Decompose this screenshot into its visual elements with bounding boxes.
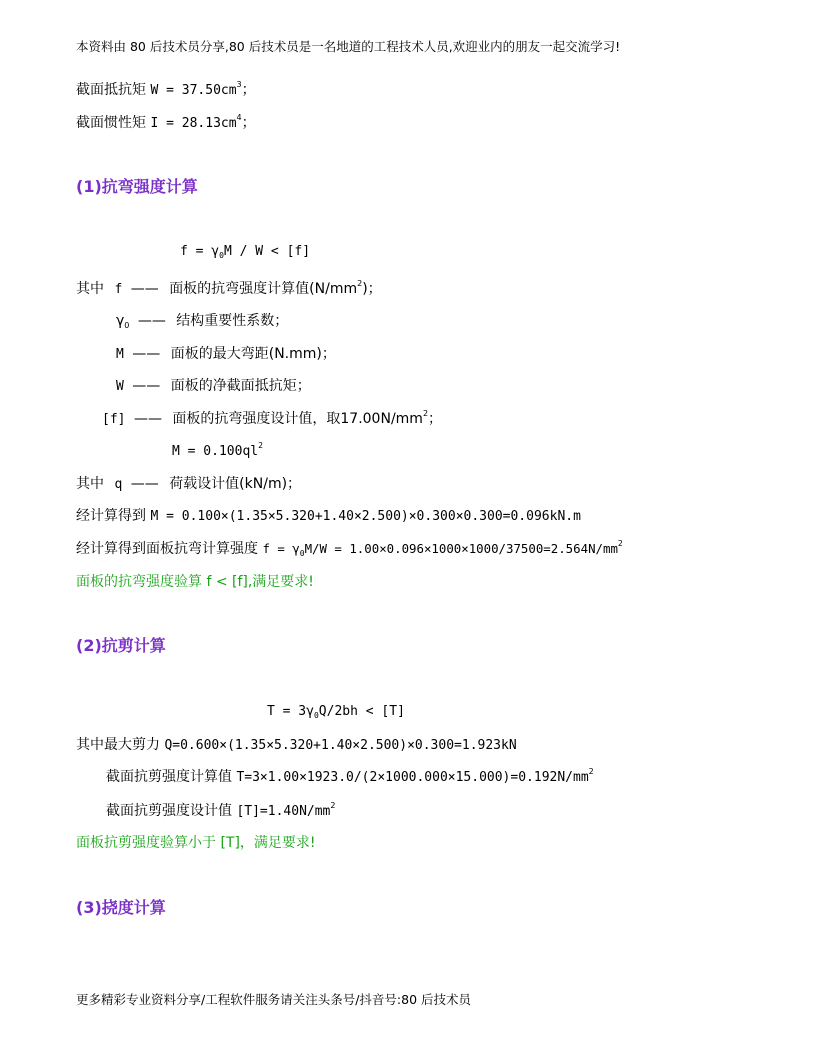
calc-bending-stress: [76, 540, 623, 558]
shear-force-line: [76, 736, 517, 755]
dash: ——: [130, 281, 159, 297]
moment-formula: [172, 443, 263, 461]
definition: 面板的抗弯强度计算值(N/mm: [169, 281, 358, 297]
footer-text: 更多精彩专业资料分享/工程软件服务请关注头条号/抖音号:80 后技术员: [76, 992, 472, 1007]
formula-part: M = 0.100ql: [172, 444, 259, 459]
punct: ；: [241, 82, 256, 98]
punct: ；: [241, 115, 256, 131]
definition: 结构重要性系数；: [176, 313, 289, 329]
definition: 面板的净截面抵抗矩；: [170, 378, 311, 394]
header-text: 本资料由 80 后技术员分享,80 后技术员是一名地道的工程技术人员,欢迎业内的朋友一起交流学习!: [76, 39, 621, 54]
calc-moment: [76, 507, 581, 526]
dash: ——: [133, 411, 162, 427]
def-m: [116, 345, 336, 364]
calc-expression: M = 0.100×(1.35×5.320+1.40×2.500)×0.300×0.300=0.096kN.m: [150, 509, 581, 524]
formula-part: f = γ: [180, 244, 220, 259]
calc-expression: [T]=1.40N/mm: [236, 804, 331, 819]
superscript: 2: [422, 409, 429, 418]
where-label: 其中: [76, 476, 104, 492]
bending-formula: [180, 243, 310, 261]
shear-design-line: [106, 802, 335, 821]
dash: ——: [132, 346, 161, 362]
calc-label: 经计算得到: [76, 508, 146, 524]
def-q: [76, 475, 301, 494]
symbol: f: [114, 282, 123, 297]
definition: 面板的抗弯强度设计值，取17.00N/mm: [172, 411, 423, 427]
moment-of-inertia-line: [76, 114, 256, 133]
symbol: M: [116, 347, 124, 362]
symbol: [f]: [102, 412, 126, 427]
calc-label: 经计算得到面板抗弯计算强度: [76, 541, 258, 557]
punct: ；: [428, 411, 443, 427]
def-f: [76, 280, 382, 299]
superscript: 2: [258, 441, 263, 450]
subscript: 0: [219, 251, 224, 260]
bending-heading: (1)抗弯强度计算: [76, 177, 198, 196]
shear-formula: [267, 703, 405, 721]
symbol: γ: [116, 313, 125, 329]
superscript: 2: [588, 767, 594, 776]
formula-part: T = 3γ: [267, 704, 314, 719]
dash: ——: [130, 476, 159, 492]
formula-part: f = γ: [262, 541, 300, 556]
calc-label: 截面抗剪强度计算值: [106, 769, 232, 785]
superscript: 2: [357, 279, 363, 288]
dash: ——: [132, 378, 161, 394]
section-modulus-label: 截面抵抗矩: [76, 82, 146, 98]
punct: )；: [362, 281, 382, 297]
superscript: 2: [617, 539, 623, 548]
moment-of-inertia-value: I = 28.13cm: [150, 116, 237, 131]
calc-expression: Q=0.600×(1.35×5.320+1.40×2.500)×0.300=1.923kN: [164, 738, 517, 753]
deflection-heading: (3)挠度计算: [76, 898, 166, 917]
def-gamma: [116, 312, 288, 330]
subscript: 0: [313, 711, 319, 720]
section-modulus-line: [76, 81, 256, 100]
bending-result: 面板的抗弯强度验算 f < [f],满足要求!: [76, 574, 314, 590]
superscript: 2: [330, 801, 336, 810]
calc-label: 截面抗剪强度设计值: [106, 803, 232, 819]
shear-heading: (2)抗剪计算: [76, 636, 166, 655]
moment-of-inertia-label: 截面惯性矩: [76, 115, 146, 131]
calc-label: 其中最大剪力: [76, 737, 160, 753]
superscript: 4: [236, 113, 242, 122]
where-label: 其中: [76, 281, 104, 297]
definition: 面板的最大弯距(N.mm)；: [170, 346, 336, 362]
formula-part: M/W = 1.00×0.096×1000×1000/37500=2.564N/mm: [304, 541, 618, 556]
dash: ——: [137, 313, 166, 329]
superscript: 3: [236, 80, 242, 89]
subscript: 0: [124, 321, 130, 330]
section-modulus-value: W = 37.50cm: [150, 83, 237, 98]
shear-stress-line: [106, 768, 594, 787]
def-w: [116, 377, 311, 396]
calc-expression: [262, 541, 622, 556]
formula-part: Q/2bh < [T]: [318, 704, 405, 719]
subscript: 0: [299, 549, 305, 558]
definition: 荷载设计值(kN/m)；: [169, 476, 302, 492]
symbol: q: [114, 477, 123, 492]
symbol: W: [116, 379, 124, 394]
shear-result: 面板抗剪强度验算小于 [T]，满足要求!: [76, 835, 316, 851]
calc-expression: T=3×1.00×1923.0/(2×1000.000×15.000)=0.192N/mm: [236, 770, 589, 785]
formula-part: M / W < [f]: [223, 244, 311, 259]
def-fd: [102, 410, 442, 429]
